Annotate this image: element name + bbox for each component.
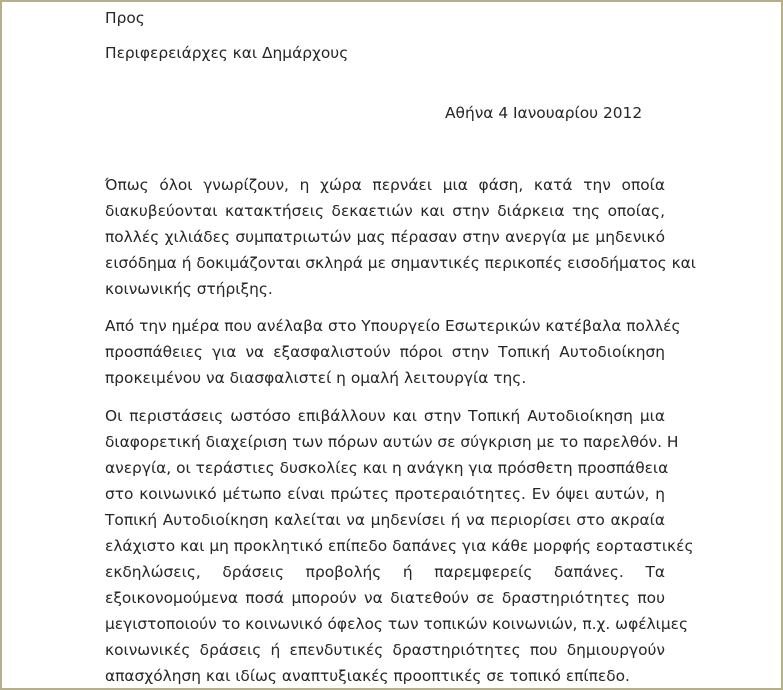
- paragraph-3-line-2: διαφορετική διαχείριση των πόρων αυτών σε σύγκριση με το παρελθόν. Η: [105, 433, 679, 451]
- paragraph-1-line-1: Όπως όλοι γνωρίζουν, η χώρα περνάει μια φάση, κατά την οποία: [105, 176, 665, 194]
- paragraph-3-line-1: Οι περιστάσεις ωστόσο επιβάλλουν και στην Τοπική Αυτοδιοίκηση μια: [105, 407, 665, 425]
- paragraph-3-line-9: μεγιστοποιούν το κοινωνικό όφελος των τοπικών κοινωνιών, π.χ. ωφέλιμες: [105, 615, 688, 633]
- paragraph-3-line-11: απασχόληση και ιδίως αναπτυξιακές προοπτικές σε τοπικό επίπεδο.: [105, 667, 630, 685]
- paragraph-3-line-7: εκδηλώσεις, δράσεις προβολής ή παρεμφερείς δαπάνες. Τα: [105, 563, 665, 581]
- paragraph-2-line-3: προκειμένου να διασφαλιστεί η ομαλή λειτουργία της.: [105, 369, 527, 387]
- paragraph-3-line-4: στο κοινωνικό μέτωπο είναι πρώτες προτεραιότητες. Εν όψει αυτών, η: [105, 485, 665, 503]
- letter-date: Αθήνα 4 Ιανουαρίου 2012: [445, 104, 643, 122]
- paragraph-1-line-5: κοινωνικής στήριξης.: [105, 280, 273, 298]
- paragraph-1-line-4: εισόδημα ή δοκιμάζονται σκληρά με σημαντικές περικοπές εισοδήματος και: [105, 254, 697, 272]
- paragraph-1-line-3: πολλές χιλιάδες συμπατριωτών μας πέρασαν στην ανεργία με μηδενικό: [105, 228, 665, 246]
- paragraph-3-line-5: Τοπική Αυτοδιοίκηση καλείται να μηδενίσει ή να περιορίσει στο ακραία: [105, 511, 665, 529]
- paragraph-1-line-2: διακυβεύονται κατακτήσεις δεκαετιών και στην διάρκεια της οποίας,: [105, 202, 665, 220]
- paragraph-3-line-8: εξοικονομούμενα ποσά μπορούν να διατεθούν σε δραστηριότητες που: [105, 589, 665, 607]
- paragraph-3-line-10: κοινωνικές δράσεις ή επενδυτικές δραστηριότητες που δημιουργούν: [105, 641, 665, 659]
- paragraph-2-line-1: Από την ημέρα που ανέλαβα στο Υπουργείο Εσωτερικών κατέβαλα πολλές: [105, 317, 681, 335]
- paragraph-3-line-3: ανεργία, οι τεράστιες δυσκολίες και η ανάγκη για πρόσθετη προσπάθεια: [105, 459, 669, 477]
- paragraph-3-line-6: ελάχιστο και μη προκλητικό επίπεδο δαπάνες για κάθε μορφής εορταστικές: [105, 537, 694, 555]
- salutation-to: Προς: [105, 9, 145, 27]
- recipients-line: Περιφερειάρχες και Δημάρχους: [105, 44, 349, 62]
- paragraph-2-line-2: προσπάθειες για να εξασφαλιστούν πόροι στην Τοπική Αυτοδιοίκηση: [105, 343, 665, 361]
